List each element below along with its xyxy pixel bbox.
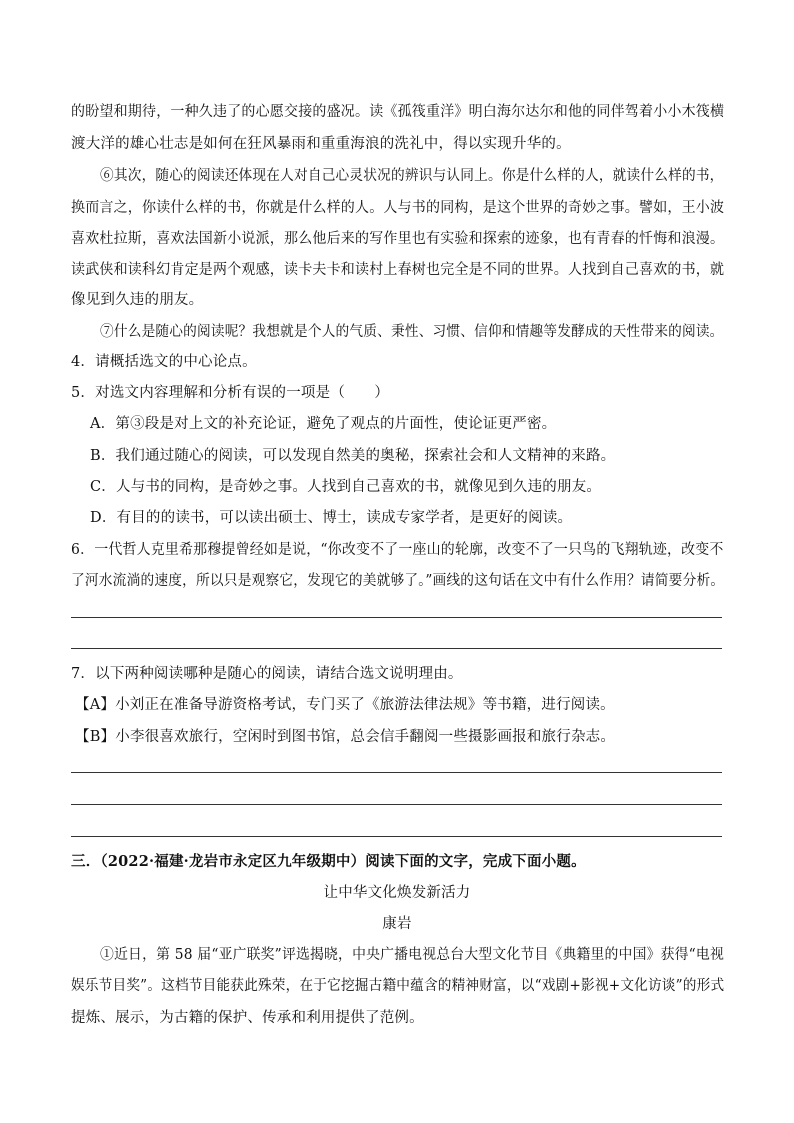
question-6-line: 了河水流淌的速度，所以只是观察它，发现它的美就够了。”画线的这句话在文中有什么作用？请简要分析。 (71, 573, 725, 589)
paragraph-6-line: 喜欢杜拉斯，喜欢法国新小说派，那么他后来的写作里也有实验和探索的迹象，也有青春的忏悔和浪漫。 (71, 231, 725, 247)
question-4: 4．请概括选文的中心论点。 (71, 354, 257, 370)
article-title: 让中华文化焕发新活力 (323, 885, 471, 901)
paragraph-line: 的盼望和期待，一种久违了的心愿交接的盛况。读《孤筏重洋》明白海尔达尔和他的同伴驾着小小木筏横 (71, 104, 725, 120)
answer-line (71, 648, 722, 649)
answer-line (71, 836, 722, 837)
answer-line (71, 804, 722, 805)
article-paragraph-1-line: 提炼、展示，为古籍的保护、传承和利用提供了范例。 (71, 1010, 424, 1026)
paragraph-6-line: 像见到久违的朋友。 (71, 292, 204, 308)
section-3-heading: 三．（2022·福建·龙岩市永定区九年级期中）阅读下面的文字，完成下面小题。 (71, 853, 586, 870)
question-5-option-c: C．人与书的同构，是奇妙之事。人找到自己喜欢的书，就像见到久违的朋友。 (90, 479, 602, 495)
paragraph-6-line: ⑥其次，随心的阅读还体现在人对自己心灵状况的辨识与认同上。你是什么样的人，就读什么样的书， (100, 168, 724, 184)
question-7-stem: 7．以下两种阅读哪种是随心的阅读，请结合选文说明理由。 (71, 666, 463, 682)
question-7-case-a: 【A】小刘正在准备导游资格考试，专门买了《旅游法律法规》等书籍，进行阅读。 (75, 697, 615, 713)
paragraph-7: ⑦什么是随心的阅读呢？我想就是个人的气质、秉性、习惯、信仰和情趣等发酵成的天性带来的阅读。 (100, 324, 724, 340)
paragraph-6-line: 换而言之，你读什么样的书，你就是什么样的人。人与书的同构，是这个世界的奇妙之事。譬如，王小波 (71, 200, 725, 216)
question-5-option-d: D．有目的的读书，可以读出硕士、博士，读成专家学者，是更好的阅读。 (90, 510, 573, 526)
article-author: 康岩 (382, 916, 412, 932)
paragraph-6-line: 读武侠和读科幻肯定是两个观感，读卡夫卡和读村上春树也完全是不同的世界。人找到自己喜欢的书，就 (71, 262, 725, 278)
question-5-option-a: A．第③段是对上文的补充论证，避免了观点的片面性，使论证更严密。 (90, 416, 557, 432)
answer-line (71, 617, 722, 618)
question-7-case-b: 【B】小李很喜欢旅行，空闲时到图书馆，总会信手翻阅一些摄影画报和旅行杂志。 (75, 729, 616, 745)
paragraph-line: 渡大洋的雄心壮志是如何在狂风暴雨和重重海浪的洗礼中，得以实现升华的。 (71, 136, 571, 152)
question-5-option-b: B．我们通过随心的阅读，可以发现自然美的奥秘，探索社会和人文精神的来路。 (90, 448, 616, 464)
article-paragraph-1-line: ①近日，第 58 届“亚广联奖”评选揭晓，中央广播电视总台大型文化节目《典籍里的中国》获得“电视 (100, 947, 724, 963)
question-5-stem: 5．对选文内容理解和分析有误的一项是（ ） (71, 385, 390, 401)
answer-line (71, 772, 722, 773)
article-paragraph-1-line: 娱乐节目奖”。这档节目能获此殊荣，在于它挖掘古籍中蕴含的精神财富，以“戏剧+影视+文化访谈”的形式 (71, 978, 725, 994)
question-6-line: 6．一代哲人克里希那穆提曾经如是说，“你改变不了一座山的轮廓，改变不了一只鸟的飞翔轨迹，改变不 (71, 542, 724, 558)
